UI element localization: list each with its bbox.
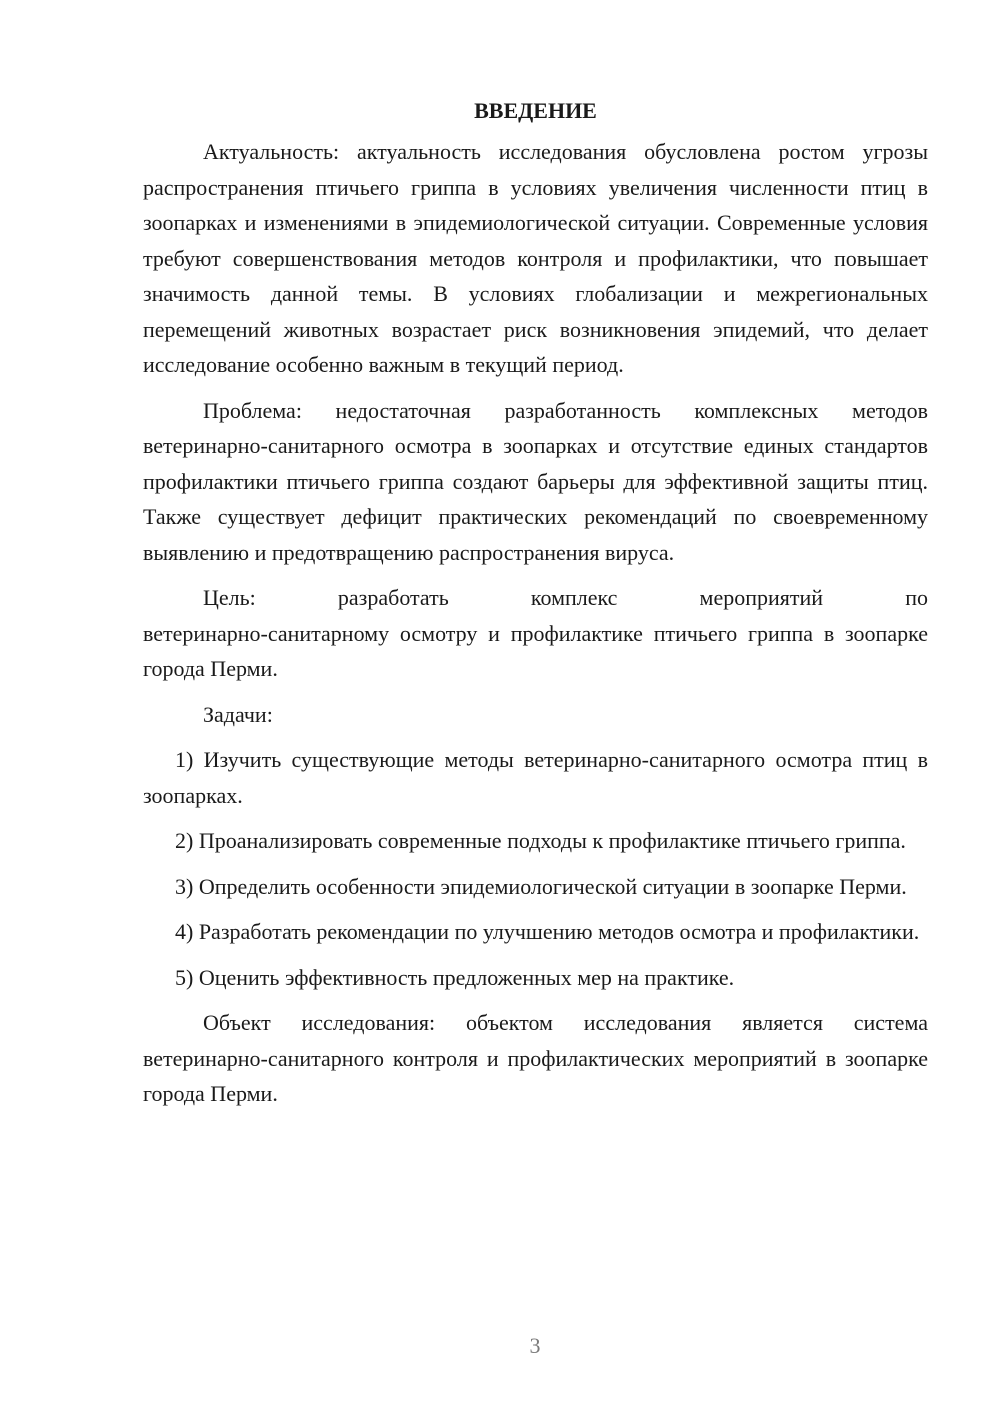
task-item: 3) Определить особенности эпидемиологической ситуации в зоопарке Перми. bbox=[175, 873, 907, 899]
goal-rest: ветеринарно-санитарному осмотру и профилактике птичьего гриппа в зоопарке города Перми. bbox=[143, 620, 928, 681]
task-item: 1) Изучить существующие методы ветеринарно-санитарного осмотра птиц в зоопарках. bbox=[143, 747, 928, 808]
tasks-label: Задачи: bbox=[203, 701, 273, 727]
relevance-paragraph: Актуальность: актуальность исследования обусловлена ростом угрозы распространения птичьего гриппа в условиях увеличения численности птиц в зоопарках и изменениями в эпидемиологической ситуации. Современные условия требуют совершенствования методов контроля и профилактики, что повышает значимость данной темы. В условиях глобализации и межрегиональных перемещений животных возрастает риск возникновения эпидемий, что делает исследование особенно важным в текущий период. bbox=[143, 139, 928, 377]
goal-paragraph bbox=[143, 580, 928, 687]
task-item: 2) Проанализировать современные подходы к профилактике птичьего гриппа. bbox=[175, 828, 906, 853]
goal-first-line: Цель: разработать комплекс мероприятий по bbox=[203, 585, 928, 610]
page-content bbox=[143, 96, 928, 1122]
task-item: 4) Разработать рекомендации по улучшению методов осмотра и профилактики. bbox=[175, 919, 920, 944]
task-item: 5) Оценить эффективность предложенных мер на практике. bbox=[175, 964, 735, 990]
section-heading: ВВЕДЕНИЕ bbox=[474, 98, 597, 123]
problem-paragraph: Проблема: недостаточная разработанность комплексных методов ветеринарно-санитарного осмотра в зоопарках и отсутствие единых стандартов профилактики птичьего гриппа создают барьеры для эффективной защиты птиц. Также существует дефицит практических рекомендаций по своевременному выявлению и предотвращению распространения вируса. bbox=[143, 397, 928, 565]
object-paragraph: Объект исследования: объектом исследования является система ветеринарно-санитарного контроля и профилактических мероприятий в зоопарке города Перми. bbox=[143, 1010, 928, 1106]
page-number: 3 bbox=[529, 1333, 541, 1358]
